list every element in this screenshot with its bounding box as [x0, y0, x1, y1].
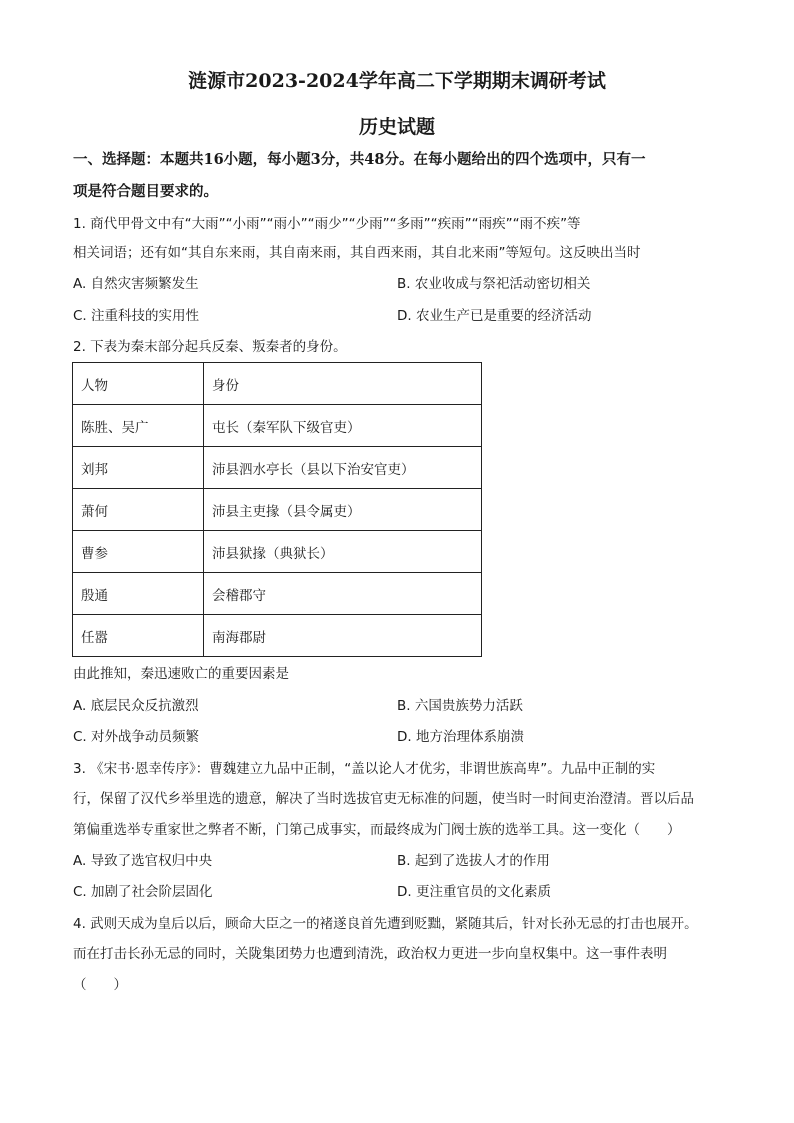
- q4-stem-line: （ ）: [73, 977, 127, 993]
- table-row: [73, 573, 482, 615]
- table-row: [73, 489, 482, 531]
- q2-option-c: C. 对外战争动员频繁: [73, 729, 200, 745]
- table-cell: 沛县主吏掾（县令属吏）: [204, 489, 482, 531]
- table-header-row: [73, 363, 482, 405]
- table-cell: 沛县泗水亭长（县以下治安官吏）: [204, 447, 482, 489]
- table-cell: 沛县狱掾（典狱长）: [204, 531, 482, 573]
- q2-option-b: B. 六国贵族势力活跃: [397, 698, 523, 714]
- table-cell: 南海郡尉: [204, 615, 482, 657]
- table-row: [73, 447, 482, 489]
- table-cell: 刘邦: [73, 447, 204, 489]
- exam-subject: 历史试题: [358, 116, 435, 138]
- table-cell: 曹参: [73, 531, 204, 573]
- q3-option-a: A. 导致了选官权归中央: [73, 853, 213, 869]
- q2-stem-line: 2. 下表为秦末部分起兵反秦、叛秦者的身份。: [73, 339, 347, 355]
- q3-option-d: D. 更注重官员的文化素质: [397, 884, 551, 900]
- q2-option-d: D. 地方治理体系崩溃: [397, 729, 524, 745]
- q1-option-b: B. 农业收成与祭祀活动密切相关: [397, 276, 591, 292]
- table-cell: 陈胜、吴广: [73, 405, 204, 447]
- section-heading: 一、选择题：本题共16小题，每小题3分，共48分。在每小题给出的四个选项中，只有一: [73, 151, 646, 168]
- q3-stem-line: 行，保留了汉代乡举里选的遗意，解决了当时选拔官吏无标准的问题，使当时一时间吏治澄清。晋以后品: [73, 791, 694, 807]
- q4-stem-line: 而在打击长孙无忌的同时，关陇集团势力也遭到清洗，政治权力更进一步向皇权集中。这一事件表明: [73, 946, 667, 962]
- q3-stem-line: 第偏重选举专重家世之弊者不断，门第己成事实，而最终成为门阀士族的选举工具。这一变化（ ）: [73, 822, 681, 838]
- table-cell: 任嚣: [73, 615, 204, 657]
- table-row: [73, 615, 482, 657]
- section-heading-cont: 项是符合题目要求的。: [73, 183, 218, 200]
- q1-option-a: A. 自然灾害频繁发生: [73, 276, 199, 292]
- q1-option-c: C. 注重科技的实用性: [73, 308, 200, 324]
- q4-stem-line: 4. 武则天成为皇后以后，顾命大臣之一的褚遂良首先遭到贬黜，紧随其后，针对长孙无忌的打击也展开。: [73, 916, 698, 932]
- table-cell: 屯长（秦军队下级官吏）: [204, 405, 482, 447]
- q1-stem-line: 1. 商代甲骨文中有“大雨”“小雨”“雨小”“雨少”“少雨”“多雨”“疾雨”“雨疾”“雨不疾”等: [73, 216, 581, 232]
- table-header-cell: 人物: [73, 363, 204, 405]
- table-row: [73, 405, 482, 447]
- q2-question-line: 由此推知，秦迅速败亡的重要因素是: [73, 666, 289, 682]
- q2-option-a: A. 底层民众反抗激烈: [73, 698, 199, 714]
- table-cell: 会稽郡守: [204, 573, 482, 615]
- q2-identity-table: [72, 362, 482, 657]
- q3-option-c: C. 加剧了社会阶层固化: [73, 884, 213, 900]
- q3-stem-line: 3. 《宋书·恩幸传序》：曹魏建立九品中正制，“盖以论人才优劣，非谓世族高卑”。九品中正制的实: [73, 761, 656, 777]
- table-row: [73, 531, 482, 573]
- table-cell: 萧何: [73, 489, 204, 531]
- q1-stem-line: 相关词语；还有如“其自东来雨，其自南来雨，其自西来雨，其自北来雨”等短句。这反映出当时: [73, 245, 641, 261]
- q1-option-d: D. 农业生产已是重要的经济活动: [397, 308, 592, 324]
- table-cell: 殷通: [73, 573, 204, 615]
- exam-title: 涟源市2023-2024学年高二下学期期末调研考试: [188, 70, 606, 92]
- q3-option-b: B. 起到了选拔人才的作用: [397, 853, 550, 869]
- table-header-cell: 身份: [204, 363, 482, 405]
